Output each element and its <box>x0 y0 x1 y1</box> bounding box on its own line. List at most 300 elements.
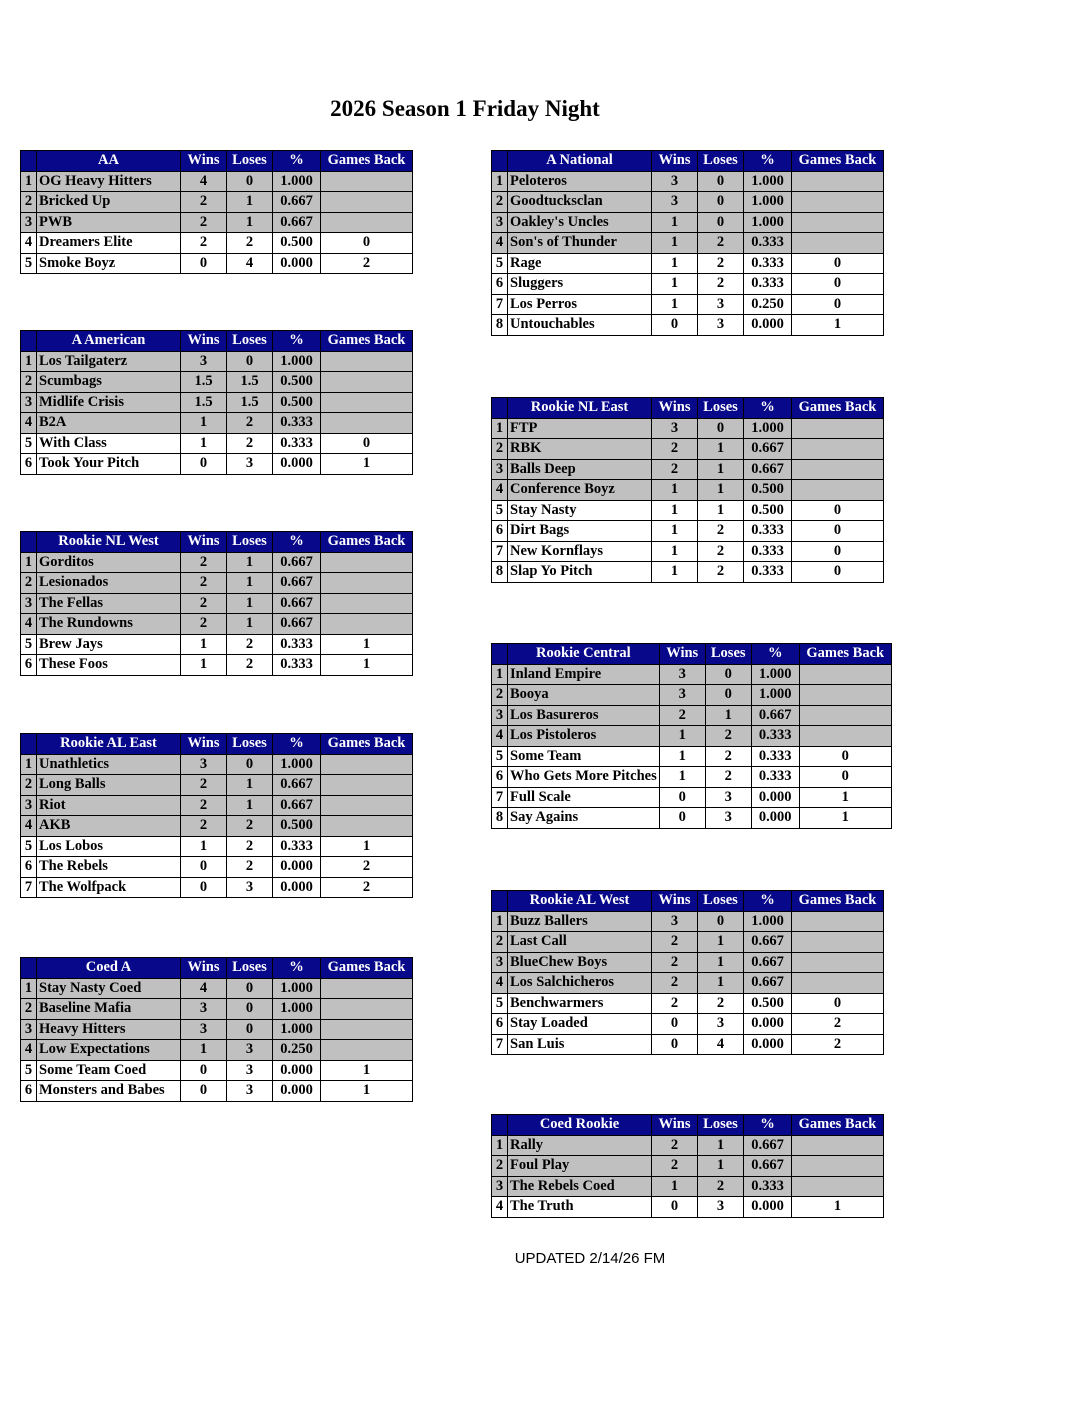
pct-cell: 1.000 <box>744 171 792 192</box>
loses-cell: 2 <box>698 541 744 562</box>
rank-cell: 6 <box>21 1081 37 1102</box>
team-name: San Luis <box>508 1034 652 1055</box>
games-back-cell: 0 <box>792 993 884 1014</box>
rank-cell: 6 <box>492 274 508 295</box>
wins-cell: 1 <box>659 767 705 788</box>
division-name: AA <box>37 151 181 172</box>
pct-cell: 0.333 <box>273 655 321 676</box>
table-row <box>492 233 884 254</box>
games-back-cell: 1 <box>321 634 413 655</box>
pct-cell: 0.667 <box>751 705 799 726</box>
games-back-cell <box>792 418 884 439</box>
table-row <box>21 614 413 635</box>
rank-header <box>492 398 508 419</box>
pct-cell: 0.667 <box>744 952 792 973</box>
table-row <box>492 1176 884 1197</box>
games-back-cell: 0 <box>792 500 884 521</box>
games-back-cell <box>799 726 891 747</box>
table-row <box>21 433 413 454</box>
team-name: Baseline Mafia <box>37 999 181 1020</box>
loses-cell: 0 <box>227 171 273 192</box>
wins-header: Wins <box>181 331 227 352</box>
loses-cell: 2 <box>698 1176 744 1197</box>
games-back-cell: 2 <box>792 1014 884 1035</box>
games-back-cell <box>321 372 413 393</box>
loses-cell: 0 <box>705 685 751 706</box>
team-name: The Truth <box>508 1197 652 1218</box>
pct-cell: 0.667 <box>273 552 321 573</box>
wins-cell: 4 <box>181 978 227 999</box>
pct-cell: 0.500 <box>273 392 321 413</box>
loses-header: Loses <box>698 891 744 912</box>
loses-cell: 2 <box>705 726 751 747</box>
games-back-cell <box>321 754 413 775</box>
pct-cell: 0.333 <box>744 253 792 274</box>
rank-cell: 1 <box>21 552 37 573</box>
loses-cell: 0 <box>698 418 744 439</box>
loses-cell: 2 <box>227 816 273 837</box>
games-back-cell: 1 <box>799 787 891 808</box>
wins-cell: 0 <box>181 1081 227 1102</box>
table-row <box>492 808 892 829</box>
wins-cell: 1 <box>652 1176 698 1197</box>
loses-cell: 1 <box>698 1156 744 1177</box>
table-row <box>492 418 884 439</box>
wins-cell: 1 <box>181 634 227 655</box>
wins-cell: 1 <box>181 433 227 454</box>
team-name: The Wolfpack <box>37 877 181 898</box>
wins-cell: 0 <box>181 1060 227 1081</box>
games-back-cell <box>792 1156 884 1177</box>
pct-cell: 1.000 <box>273 351 321 372</box>
games-back-cell <box>321 351 413 372</box>
loses-cell: 1 <box>705 705 751 726</box>
team-name: Midlife Crisis <box>37 392 181 413</box>
team-name: Stay Nasty Coed <box>37 978 181 999</box>
team-name: Smoke Boyz <box>37 253 181 274</box>
wins-cell: 0 <box>181 877 227 898</box>
rank-cell: 4 <box>492 973 508 994</box>
table-row <box>21 552 413 573</box>
rank-cell: 3 <box>21 1019 37 1040</box>
loses-cell: 3 <box>227 1040 273 1061</box>
table-row <box>21 754 413 775</box>
table-row <box>492 521 884 542</box>
wins-cell: 2 <box>181 212 227 233</box>
wins-cell: 2 <box>652 1135 698 1156</box>
rank-cell: 5 <box>492 500 508 521</box>
rank-header <box>492 151 508 172</box>
rank-cell: 7 <box>492 541 508 562</box>
team-name: Riot <box>37 795 181 816</box>
wins-cell: 2 <box>181 233 227 254</box>
rank-cell: 4 <box>492 1197 508 1218</box>
games-back-cell <box>792 233 884 254</box>
games-back-header: Games Back <box>792 1115 884 1136</box>
games-back-cell <box>792 171 884 192</box>
games-back-cell <box>792 932 884 953</box>
header-row <box>21 958 413 979</box>
table-row <box>492 973 884 994</box>
pct-header: % <box>273 532 321 553</box>
pct-cell: 1.000 <box>273 978 321 999</box>
table-row <box>492 192 884 213</box>
table-row <box>492 746 892 767</box>
wins-cell: 1 <box>652 233 698 254</box>
table-row <box>21 253 413 274</box>
wins-cell: 0 <box>652 1197 698 1218</box>
team-name: FTP <box>508 418 652 439</box>
wins-cell: 2 <box>652 973 698 994</box>
team-name: Dirt Bags <box>508 521 652 542</box>
loses-cell: 1 <box>698 1135 744 1156</box>
loses-cell: 1 <box>698 973 744 994</box>
wins-header: Wins <box>181 532 227 553</box>
loses-cell: 2 <box>698 521 744 542</box>
games-back-cell: 2 <box>321 253 413 274</box>
table-row <box>21 351 413 372</box>
header-row <box>492 891 884 912</box>
table-row <box>21 836 413 857</box>
games-back-cell <box>792 459 884 480</box>
wins-cell: 1 <box>652 521 698 542</box>
table-row <box>21 655 413 676</box>
wins-cell: 1 <box>181 655 227 676</box>
rank-cell: 2 <box>492 932 508 953</box>
loses-cell: 2 <box>227 836 273 857</box>
games-back-cell <box>792 1176 884 1197</box>
wins-cell: 2 <box>652 993 698 1014</box>
games-back-cell <box>321 795 413 816</box>
division-table-rookie-al-west <box>491 890 884 1055</box>
loses-cell: 2 <box>705 767 751 788</box>
team-name: The Rebels <box>37 857 181 878</box>
rank-cell: 6 <box>21 454 37 475</box>
wins-cell: 1 <box>652 212 698 233</box>
table-row <box>21 413 413 434</box>
table-row <box>21 171 413 192</box>
pct-cell: 1.000 <box>751 685 799 706</box>
rank-cell: 6 <box>492 521 508 542</box>
team-name: Booya <box>508 685 660 706</box>
loses-cell: 3 <box>698 315 744 336</box>
pct-cell: 0.333 <box>273 836 321 857</box>
loses-cell: 1 <box>698 500 744 521</box>
loses-cell: 3 <box>698 1014 744 1035</box>
pct-cell: 0.500 <box>273 372 321 393</box>
team-name: Stay Loaded <box>508 1014 652 1035</box>
games-back-cell <box>321 212 413 233</box>
pct-header: % <box>744 151 792 172</box>
table-row <box>21 372 413 393</box>
team-name: Rally <box>508 1135 652 1156</box>
header-row <box>21 151 413 172</box>
table-row <box>492 562 884 583</box>
games-back-cell <box>321 573 413 594</box>
games-back-cell <box>792 973 884 994</box>
team-name: Slap Yo Pitch <box>508 562 652 583</box>
team-name: Scumbags <box>37 372 181 393</box>
wins-cell: 3 <box>659 685 705 706</box>
loses-cell: 0 <box>227 351 273 372</box>
rank-cell: 2 <box>492 439 508 460</box>
rank-cell: 6 <box>492 767 508 788</box>
wins-cell: 1 <box>652 562 698 583</box>
loses-cell: 3 <box>705 787 751 808</box>
team-name: Goodtucksclan <box>508 192 652 213</box>
games-back-cell: 1 <box>321 1060 413 1081</box>
rank-cell: 2 <box>21 775 37 796</box>
loses-cell: 1 <box>227 552 273 573</box>
rank-cell: 4 <box>21 233 37 254</box>
wins-cell: 3 <box>181 999 227 1020</box>
loses-cell: 2 <box>227 233 273 254</box>
wins-cell: 1 <box>181 836 227 857</box>
pct-cell: 0.333 <box>744 274 792 295</box>
loses-cell: 0 <box>227 978 273 999</box>
pct-cell: 0.333 <box>751 767 799 788</box>
loses-cell: 2 <box>705 746 751 767</box>
wins-cell: 0 <box>181 253 227 274</box>
table-row <box>492 726 892 747</box>
division-name: A American <box>37 331 181 352</box>
rank-cell: 2 <box>492 685 508 706</box>
games-back-cell <box>321 614 413 635</box>
games-back-cell <box>321 171 413 192</box>
table-row <box>21 877 413 898</box>
games-back-cell: 2 <box>321 857 413 878</box>
table-row <box>21 454 413 475</box>
rank-cell: 4 <box>21 413 37 434</box>
games-back-cell: 1 <box>321 836 413 857</box>
table-row <box>21 1040 413 1061</box>
rank-cell: 6 <box>21 655 37 676</box>
rank-cell: 3 <box>492 705 508 726</box>
wins-header: Wins <box>659 644 705 665</box>
loses-header: Loses <box>227 151 273 172</box>
wins-header: Wins <box>652 891 698 912</box>
loses-cell: 2 <box>227 413 273 434</box>
division-name: Coed Rookie <box>508 1115 652 1136</box>
loses-cell: 0 <box>227 754 273 775</box>
table-row <box>21 816 413 837</box>
division-name: Rookie NL East <box>508 398 652 419</box>
rank-cell: 2 <box>21 999 37 1020</box>
team-name: BlueChew Boys <box>508 952 652 973</box>
wins-cell: 1 <box>659 726 705 747</box>
rank-cell: 1 <box>492 664 508 685</box>
loses-cell: 2 <box>698 993 744 1014</box>
table-row <box>21 593 413 614</box>
loses-cell: 1 <box>698 952 744 973</box>
loses-cell: 1 <box>227 192 273 213</box>
pct-cell: 0.000 <box>273 857 321 878</box>
team-name: Foul Play <box>508 1156 652 1177</box>
games-back-cell <box>321 192 413 213</box>
rank-cell: 1 <box>21 754 37 775</box>
table-row <box>492 212 884 233</box>
team-name: With Class <box>37 433 181 454</box>
loses-cell: 2 <box>227 857 273 878</box>
pct-cell: 0.333 <box>744 1176 792 1197</box>
rank-cell: 5 <box>21 253 37 274</box>
team-name: Brew Jays <box>37 634 181 655</box>
games-back-cell <box>321 999 413 1020</box>
team-name: Buzz Ballers <box>508 911 652 932</box>
wins-cell: 3 <box>181 1019 227 1040</box>
wins-cell: 3 <box>659 664 705 685</box>
games-back-cell: 1 <box>792 315 884 336</box>
wins-cell: 1 <box>652 541 698 562</box>
games-back-cell <box>792 911 884 932</box>
table-row <box>21 775 413 796</box>
pct-cell: 0.000 <box>273 454 321 475</box>
team-name: Monsters and Babes <box>37 1081 181 1102</box>
games-back-cell: 1 <box>799 808 891 829</box>
table-row <box>21 795 413 816</box>
division-name: A National <box>508 151 652 172</box>
header-row <box>492 151 884 172</box>
loses-header: Loses <box>227 532 273 553</box>
wins-cell: 1 <box>652 294 698 315</box>
loses-cell: 3 <box>227 454 273 475</box>
rank-cell: 8 <box>492 808 508 829</box>
table-row <box>492 1034 884 1055</box>
wins-cell: 3 <box>652 192 698 213</box>
pct-header: % <box>273 331 321 352</box>
loses-cell: 1.5 <box>227 392 273 413</box>
wins-cell: 0 <box>652 1014 698 1035</box>
rank-header <box>21 151 37 172</box>
loses-cell: 1 <box>698 459 744 480</box>
games-back-header: Games Back <box>321 151 413 172</box>
wins-header: Wins <box>181 151 227 172</box>
division-table-rookie-al-east <box>20 733 413 898</box>
rank-cell: 7 <box>492 787 508 808</box>
rank-cell: 8 <box>492 315 508 336</box>
wins-cell: 2 <box>181 573 227 594</box>
team-name: Bricked Up <box>37 192 181 213</box>
table-row <box>492 767 892 788</box>
rank-cell: 3 <box>21 212 37 233</box>
rank-cell: 5 <box>21 1060 37 1081</box>
games-back-cell: 1 <box>321 454 413 475</box>
table-row <box>492 315 884 336</box>
team-name: Lesionados <box>37 573 181 594</box>
pct-cell: 0.500 <box>744 500 792 521</box>
rank-cell: 4 <box>492 726 508 747</box>
loses-cell: 2 <box>698 562 744 583</box>
table-row <box>492 932 884 953</box>
loses-cell: 1.5 <box>227 372 273 393</box>
wins-cell: 1 <box>652 274 698 295</box>
pct-cell: 0.333 <box>751 726 799 747</box>
games-back-cell <box>792 212 884 233</box>
pct-cell: 1.000 <box>744 212 792 233</box>
games-back-header: Games Back <box>321 734 413 755</box>
wins-header: Wins <box>652 151 698 172</box>
table-row <box>492 480 884 501</box>
wins-cell: 2 <box>652 1156 698 1177</box>
loses-cell: 2 <box>698 253 744 274</box>
games-back-header: Games Back <box>321 331 413 352</box>
rank-cell: 1 <box>492 1135 508 1156</box>
division-table-coed-rookie <box>491 1114 884 1218</box>
team-name: OG Heavy Hitters <box>37 171 181 192</box>
pct-cell: 0.667 <box>744 439 792 460</box>
pct-header: % <box>273 151 321 172</box>
header-row <box>492 644 892 665</box>
division-table-aa <box>20 150 413 274</box>
wins-header: Wins <box>181 734 227 755</box>
pct-cell: 0.500 <box>744 993 792 1014</box>
rank-cell: 6 <box>21 857 37 878</box>
loses-cell: 2 <box>227 655 273 676</box>
table-row <box>21 1060 413 1081</box>
pct-cell: 0.250 <box>273 1040 321 1061</box>
rank-cell: 1 <box>21 351 37 372</box>
pct-cell: 0.667 <box>273 614 321 635</box>
wins-cell: 1 <box>659 746 705 767</box>
team-name: New Kornflays <box>508 541 652 562</box>
loses-cell: 3 <box>227 1060 273 1081</box>
table-row <box>21 1019 413 1040</box>
pct-cell: 0.667 <box>744 932 792 953</box>
table-row <box>492 541 884 562</box>
games-back-cell <box>321 1040 413 1061</box>
rank-cell: 3 <box>21 392 37 413</box>
team-name: Last Call <box>508 932 652 953</box>
games-back-cell: 0 <box>799 746 891 767</box>
pct-cell: 1.000 <box>273 999 321 1020</box>
pct-header: % <box>273 958 321 979</box>
table-row <box>21 233 413 254</box>
wins-cell: 3 <box>181 351 227 372</box>
pct-header: % <box>744 398 792 419</box>
rank-header <box>21 734 37 755</box>
team-name: Full Scale <box>508 787 660 808</box>
division-table-rookie-nl-east <box>491 397 884 583</box>
division-table-rookie-central <box>491 643 892 829</box>
team-name: AKB <box>37 816 181 837</box>
pct-cell: 0.667 <box>744 1135 792 1156</box>
games-back-cell <box>321 392 413 413</box>
pct-cell: 0.667 <box>744 973 792 994</box>
pct-cell: 0.667 <box>273 795 321 816</box>
wins-cell: 1.5 <box>181 372 227 393</box>
header-row <box>492 1115 884 1136</box>
table-row <box>21 978 413 999</box>
pct-header: % <box>744 891 792 912</box>
games-back-cell <box>321 552 413 573</box>
team-name: Son's of Thunder <box>508 233 652 254</box>
pct-header: % <box>751 644 799 665</box>
loses-cell: 1 <box>227 614 273 635</box>
team-name: Los Perros <box>508 294 652 315</box>
rank-cell: 3 <box>492 1176 508 1197</box>
rank-cell: 7 <box>492 1034 508 1055</box>
games-back-cell <box>799 705 891 726</box>
team-name: Los Pistoleros <box>508 726 660 747</box>
loses-cell: 0 <box>698 212 744 233</box>
wins-cell: 1 <box>652 500 698 521</box>
table-row <box>492 439 884 460</box>
rank-cell: 5 <box>492 993 508 1014</box>
table-row <box>492 1156 884 1177</box>
rank-cell: 6 <box>492 1014 508 1035</box>
games-back-cell <box>799 685 891 706</box>
wins-cell: 1.5 <box>181 392 227 413</box>
